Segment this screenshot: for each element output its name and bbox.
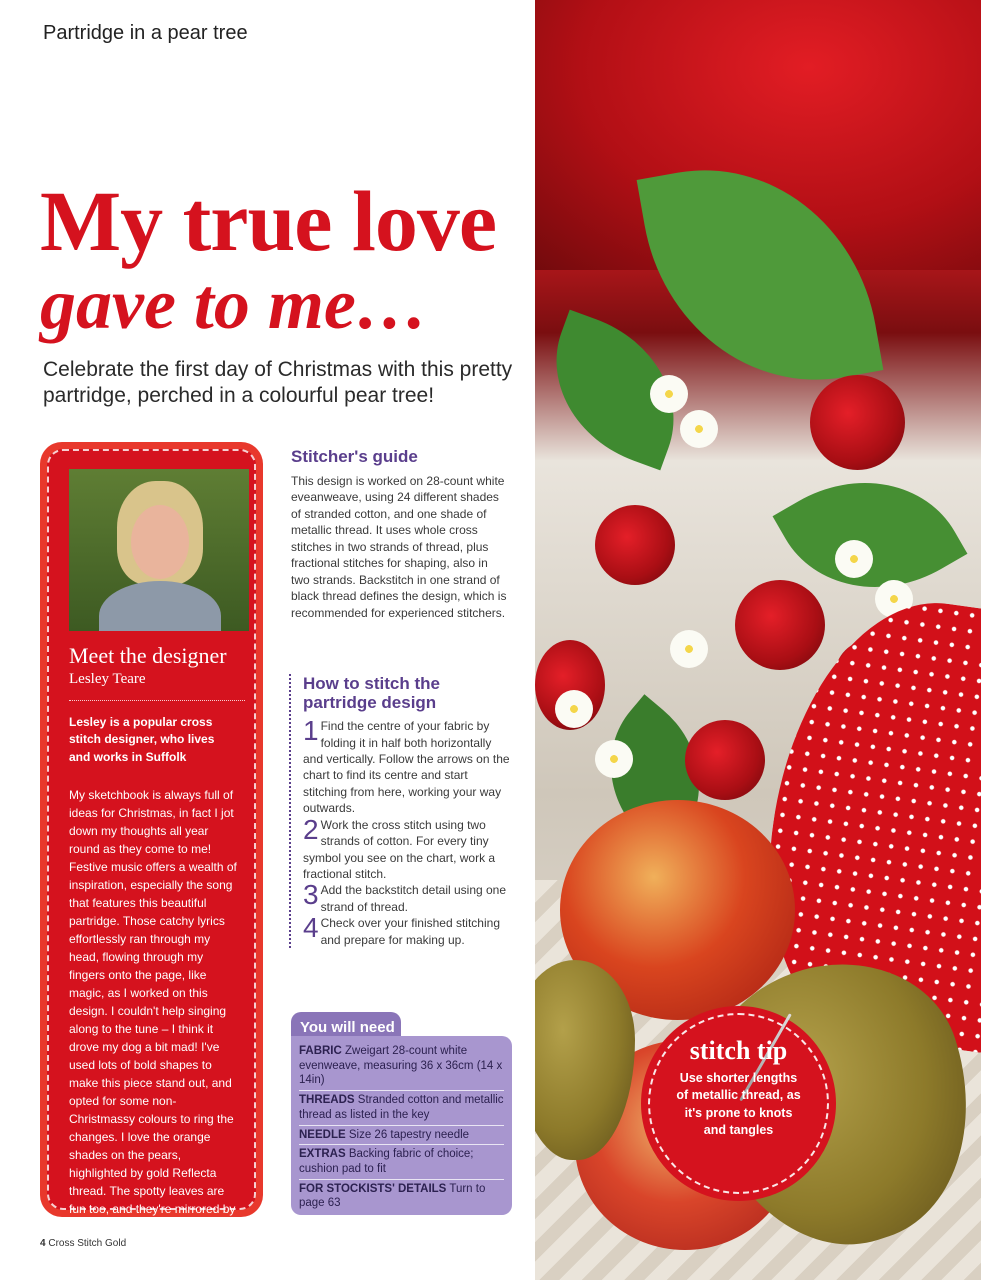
- portrait-face: [131, 505, 189, 579]
- headline: [40, 173, 497, 344]
- section-label: Partridge in a pear tree: [43, 22, 248, 44]
- step-text: Work the cross stitch using two strands of cotton. For every tiny symbol you see on the chart, work a fractional stitch.: [303, 817, 496, 881]
- requirement-item: [299, 1091, 504, 1125]
- designer-portrait: [69, 469, 249, 631]
- how-to-section: [289, 674, 514, 948]
- how-to-step: [303, 879, 514, 915]
- designer-card-inner: [47, 449, 256, 1235]
- requirement-item: [299, 1126, 504, 1146]
- requirement-item: [299, 1180, 504, 1213]
- headline-line-2: gave to me…: [40, 264, 428, 344]
- requirement-label: FOR STOCKISTS' DETAILS: [299, 1182, 447, 1195]
- white-flower: [595, 740, 633, 778]
- stitch-tip-title: stitch tip: [689, 1036, 788, 1065]
- step-text: Add the backstitch detail using one strand of thread.: [320, 883, 507, 914]
- headline-line-1: My true love: [40, 173, 497, 269]
- designer-card: [40, 442, 263, 1235]
- how-to-title: How to stitch the partridge design: [303, 674, 440, 713]
- requirement-text: Zweigart 28-count white evenweave, measuring 36 x 36cm (14 x 14in): [299, 1045, 503, 1087]
- you-will-need-title: You will need: [291, 1012, 401, 1046]
- step-number: 2: [303, 813, 319, 845]
- designer-bio: My sketchbook is always full of ideas for Christmas, in fact I jot down my thoughts all year round as they come to me! Festive music offers a wealth of inspiration, especially the song that features this beautiful partridge. Those catchy lyrics effortlessly ran through my head, flowing through my fingers onto the page, like magic, as I worked on this design. I couldn't help singing along to the tune – I think it drove my dog a bit mad! I've used lots of bold shapes to make this piece stand out, and opted for some non-Christmassy colours to ring the changes. I love the orange shades on the pears, highlighted by gold Reflecta thread. The spotty leaves are fun too, and they're mirrored by the dots in the fabric border.: [69, 788, 237, 1235]
- requirement-label: THREADS: [299, 1094, 355, 1107]
- you-will-need-box: [291, 1036, 512, 1215]
- how-to-step: [303, 912, 514, 948]
- white-flower: [680, 410, 718, 448]
- page-number: 4: [40, 1238, 46, 1249]
- step-text: Check over your finished stitching and prepare for making up.: [320, 916, 500, 947]
- standfirst: Celebrate the first day of Christmas with this pretty partridge, perched in a colourful pear tree!: [43, 358, 513, 408]
- white-flower: [835, 540, 873, 578]
- requirement-item: [299, 1145, 504, 1179]
- red-rose: [595, 505, 675, 585]
- requirement-text: Turn to page 63: [299, 1182, 486, 1210]
- how-to-step: [303, 813, 514, 883]
- stitchers-guide-body: This design is worked on 28-count white eveanweave, using 24 different shades of stranded cotton, and one shade of metallic thread. It uses whole cross stitches in two strands of thread, plus fractional stitches for shaping, also in two strands. Backstitch in one strand of black thread defines the design, which is recommended for experienced stitchers.: [291, 474, 507, 620]
- step-text: Find the centre of your fabric by folding it in half both horizontally and vertically. Follow the arrows on the chart to find its centre and start stitching from here, working your way outwards.: [303, 719, 510, 816]
- white-flower: [555, 690, 593, 728]
- requirement-text: Backing fabric of choice; cushion pad to fit: [299, 1148, 474, 1176]
- requirement-text: Size 26 tapestry needle: [348, 1128, 470, 1141]
- red-rose: [810, 375, 905, 470]
- red-rose: [685, 720, 765, 800]
- portrait-body: [99, 581, 221, 631]
- stitch-tip-text: Use shorter lengths of metallic thread, as it's prone to knots and tangles: [676, 1071, 801, 1137]
- requirement-label: FABRIC: [299, 1045, 342, 1057]
- requirement-label: NEEDLE: [299, 1128, 346, 1141]
- white-flower: [670, 630, 708, 668]
- requirement-label: EXTRAS: [299, 1148, 346, 1161]
- how-to-step: [303, 715, 514, 817]
- requirement-item: [299, 1042, 504, 1091]
- step-number: 1: [303, 715, 319, 747]
- stitch-tip-badge: [641, 1006, 836, 1201]
- designer-divider: [69, 700, 245, 701]
- requirement-text: Stranded cotton and metallic thread as listed in the key: [299, 1094, 504, 1121]
- designer-name: Lesley Teare: [69, 671, 146, 687]
- step-number: 4: [303, 912, 319, 944]
- designer-intro: Lesley is a popular cross stitch designer, who lives and works in Suffolk: [69, 715, 215, 764]
- how-to-steps: [303, 715, 514, 948]
- magazine-name: Cross Stitch Gold: [48, 1238, 127, 1249]
- designer-heading: Meet the designer: [69, 643, 227, 668]
- white-flower: [650, 375, 688, 413]
- stitchers-guide-title: Stitcher's guide: [291, 447, 418, 466]
- red-rose: [735, 580, 825, 670]
- step-number: 3: [303, 879, 319, 911]
- page-folio: [40, 1238, 126, 1249]
